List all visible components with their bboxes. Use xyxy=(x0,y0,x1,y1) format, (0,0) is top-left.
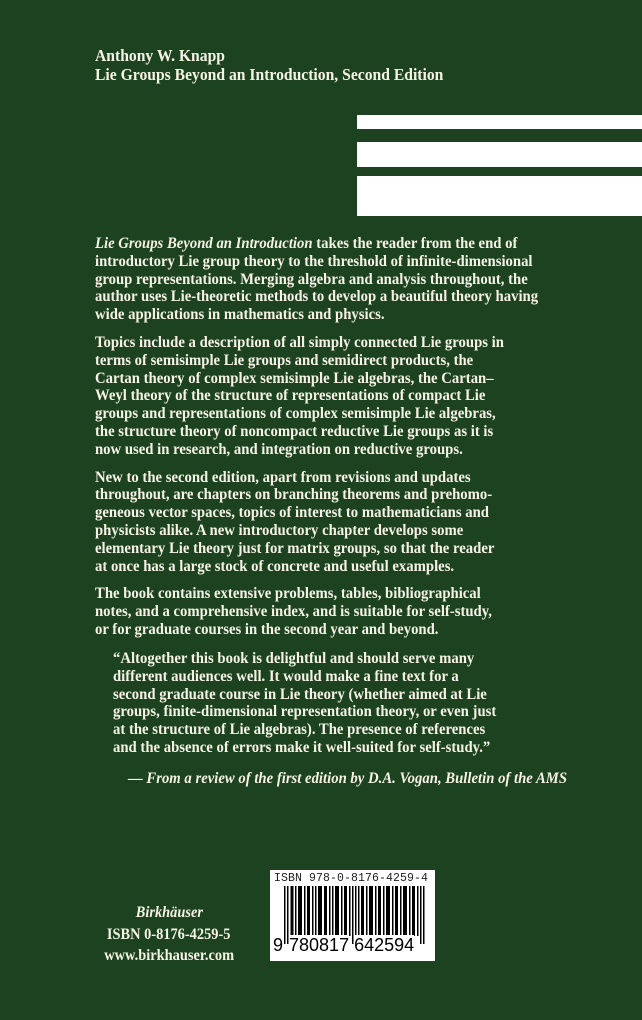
text-line: now used in research, and integration on reductive groups. xyxy=(95,440,463,458)
quote-line: “Altogether this book is delightful and should serve many xyxy=(113,650,475,667)
quote-line: at the structure of Lie algebras). The presence of references xyxy=(113,721,486,739)
description-paragraph-4 xyxy=(95,585,538,638)
text-line: or for graduate courses in the second year and beyond. xyxy=(95,620,439,638)
text-line: the structure theory of noncompact reductive Lie groups as it is xyxy=(95,422,494,440)
description-paragraph-1 xyxy=(95,235,538,324)
quote-line: second graduate course in Lie theory (whether aimed at Lie xyxy=(113,685,487,703)
publisher-isbn: ISBN 0-8176-4259-5 xyxy=(107,925,231,943)
quote-attribution: — From a review of the first edition by D.A. Vogan, Bulletin of the AMS xyxy=(128,770,568,787)
isbn-barcode xyxy=(270,870,435,961)
text-line: terms of semisimple Lie groups and semidirect products, the xyxy=(95,351,474,369)
quote-line: groups, finite-dimensional representation theory, or even just xyxy=(113,703,497,721)
barcode-isbn-label: ISBN 978-0-8176-4259-4 xyxy=(274,872,429,885)
description-paragraph-2 xyxy=(95,334,538,459)
text-line: throughout, are chapters on branching theorems and prehomo- xyxy=(95,486,493,504)
quote-line: different audiences well. It would make a fine text for a xyxy=(113,667,459,685)
text-line: group representations. Merging algebra and analysis throughout, the xyxy=(95,270,528,288)
text-line: author uses Lie-theoretic methods to develop a beautiful theory having xyxy=(95,288,539,306)
text-line: introductory Lie group theory to the threshold of infinite-dimensional xyxy=(95,252,533,270)
publisher-website: www.birkhauser.com xyxy=(104,947,234,964)
text-line: Cartan theory of complex semisimple Lie algebras, the Cartan– xyxy=(95,369,494,387)
text-line: notes, and a comprehensive index, and is suitable for self-study, xyxy=(95,603,492,621)
text-line: wide applications in mathematics and physics. xyxy=(95,306,385,324)
barcode-digits: 9 780817 642594 xyxy=(273,935,415,955)
decorative-bar-thick xyxy=(357,176,642,216)
text-line: physicists alike. A new introductory chapter develops some xyxy=(95,521,464,539)
decorative-bar-medium xyxy=(357,142,642,167)
text-line: geneous vector spaces, topics of interest to mathematicians and xyxy=(95,504,489,522)
description-paragraph-3 xyxy=(95,469,538,576)
review-quote xyxy=(113,650,496,757)
text-line: elementary Lie theory just for matrix groups, so that the reader xyxy=(95,539,495,557)
text-line: The book contains extensive problems, tables, bibliographical xyxy=(95,585,481,603)
publisher-block xyxy=(92,902,246,967)
text-line: at once has a large stock of concrete and useful examples. xyxy=(95,557,455,575)
decorative-bar-thin xyxy=(357,115,642,129)
title-italic: Lie Groups Beyond an Introduction xyxy=(95,235,313,252)
author-name: Anthony W. Knapp xyxy=(95,46,225,65)
text-line: groups and representations of complex semisimple Lie algebras, xyxy=(95,405,496,423)
publisher-name: Birkhäuser xyxy=(135,904,203,921)
book-description xyxy=(95,235,538,649)
quote-line: and the absence of errors make it well-suited for self-study.” xyxy=(113,738,491,756)
text-line: Weyl theory of the structure of representations of compact Lie xyxy=(95,387,486,405)
text-line: Topics include a description of all simply connected Lie groups in xyxy=(95,333,504,351)
text-line: New to the second edition, apart from revisions and updates xyxy=(95,468,471,486)
book-header xyxy=(95,46,443,84)
book-title: Lie Groups Beyond an Introduction, Second Edition xyxy=(95,65,444,84)
text-line: Lie Groups Beyond an Introduction takes the reader from the end of xyxy=(95,235,518,252)
